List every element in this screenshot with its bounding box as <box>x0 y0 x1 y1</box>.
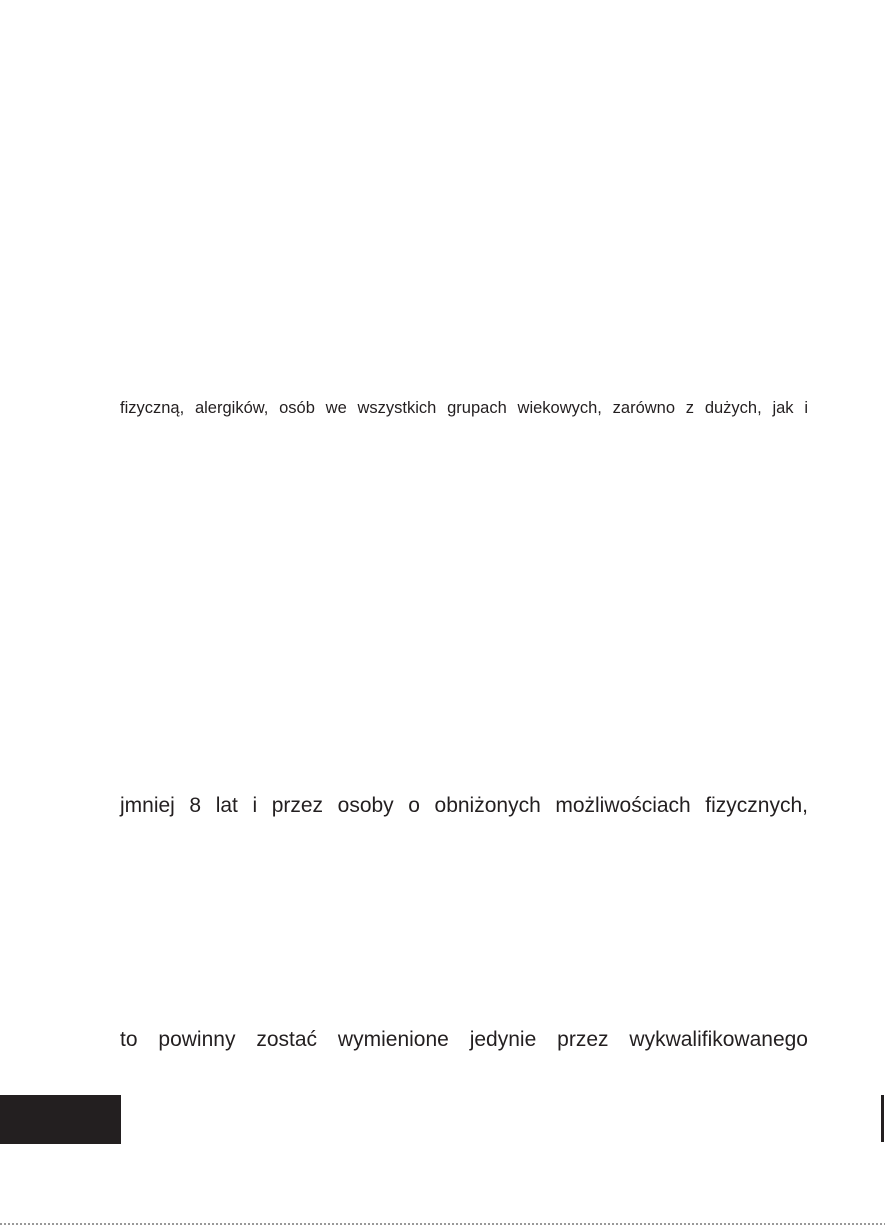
text-line-2: jmniej 8 lat i przez osoby o obniżonych możliwościach fizycznych, <box>120 794 808 817</box>
page-tab-marker <box>0 1095 121 1144</box>
bottom-dotted-rule <box>0 1223 885 1225</box>
text-line-1: fizyczną, alergików, osób we wszystkich grupach wiekowych, zarówno z dużych, jak i <box>120 399 808 417</box>
text-line-3: to powinny zostać wymienione jedynie przez wykwalifikowanego <box>120 1028 808 1051</box>
page-edge-marker <box>881 1095 884 1142</box>
